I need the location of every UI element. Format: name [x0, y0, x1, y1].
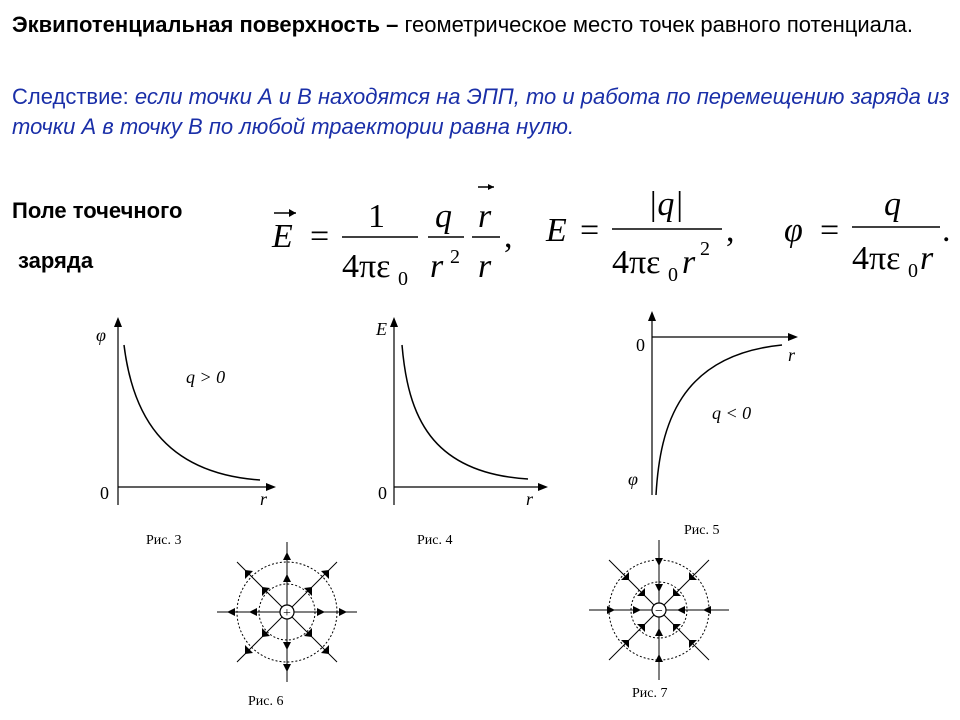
- g3-x-label: r: [260, 489, 268, 509]
- formula-field-vector: [260, 175, 530, 295]
- f2-den: 4πε: [612, 244, 661, 281]
- f1-den1: 4πε: [342, 248, 391, 285]
- g4-origin: 0: [378, 483, 387, 503]
- consequence-prefix: Следствие:: [12, 84, 135, 109]
- consequence-text: если точки А и В находятся на ЭПП, то и работа по перемещению заряда из точки А в точку В по любой траектории равна нулю.: [12, 84, 950, 139]
- f3-den: 4πε: [852, 240, 901, 277]
- f1-num3: r: [478, 198, 492, 235]
- f6-caption: Рис. 6: [248, 694, 284, 709]
- f2-lhs: E: [546, 212, 567, 249]
- definition-term: Эквипотенциальная поверхность –: [12, 12, 399, 37]
- graph-potential-positive: [90, 315, 290, 515]
- graph-field-strength: [368, 315, 568, 515]
- point-charge-label-2: заряда: [18, 248, 94, 273]
- g5-condition: q < 0: [712, 403, 752, 423]
- field-lines-positive: [212, 538, 362, 688]
- f7-sign: −: [655, 604, 663, 619]
- formula-field-magnitude: [540, 175, 750, 295]
- f2-den-r: r: [682, 244, 696, 281]
- f1-sub0: 0: [398, 268, 408, 290]
- f3-eq: =: [820, 212, 840, 249]
- g4-curve: [402, 345, 528, 479]
- f1-den2: r: [430, 248, 444, 285]
- f2-exp2: 2: [700, 238, 710, 260]
- g3-x-arrow-icon: [266, 483, 276, 491]
- definition-text: геометрическое место точек равного потенциала.: [398, 12, 914, 37]
- definition: [12, 10, 942, 40]
- g3-y-label: φ: [96, 325, 106, 345]
- g4-y-arrow-icon: [390, 317, 398, 327]
- point-charge-label-1: Поле точечного: [12, 198, 183, 223]
- f1-lhs: E: [272, 218, 293, 255]
- f3-dot: .: [942, 212, 951, 249]
- f2-sub0: 0: [668, 264, 678, 286]
- g4-x-label: r: [526, 489, 534, 509]
- field-lines-negative: [584, 538, 734, 688]
- g3-caption: Рис. 3: [146, 533, 182, 548]
- f1-comma: ,: [504, 218, 513, 255]
- g5-x-label: r: [788, 345, 796, 365]
- f1-num1: 1: [368, 198, 385, 235]
- graph-potential-negative: [620, 305, 820, 505]
- g5-y-label: φ: [628, 469, 638, 489]
- f2-num: |q|: [648, 186, 684, 223]
- g5-x-arrow-icon: [788, 333, 798, 341]
- g4-caption: Рис. 4: [417, 533, 453, 548]
- g4-x-arrow-icon: [538, 483, 548, 491]
- g3-condition: q > 0: [186, 367, 226, 387]
- g4-y-label: E: [376, 319, 387, 339]
- f7-caption: Рис. 7: [632, 686, 668, 701]
- f3-sub0: 0: [908, 260, 918, 282]
- g3-origin: 0: [100, 483, 109, 503]
- f3-den-r: r: [920, 240, 934, 277]
- formula-potential: [780, 175, 955, 295]
- g3-curve: [124, 345, 260, 480]
- f3-lhs: φ: [784, 212, 803, 249]
- g5-origin: 0: [636, 335, 645, 355]
- f3-num: q: [884, 186, 901, 223]
- f2-comma: ,: [726, 212, 735, 249]
- consequence: [12, 82, 952, 142]
- f6-sign: +: [283, 606, 291, 621]
- g3-y-arrow-icon: [114, 317, 122, 327]
- f1-eq: =: [310, 218, 330, 255]
- f1-num2: q: [435, 198, 452, 235]
- g5-caption: Рис. 5: [684, 523, 720, 538]
- f1-den3: r: [478, 248, 492, 285]
- f2-eq: =: [580, 212, 600, 249]
- f1-exp2: 2: [450, 246, 460, 268]
- g5-y-arrow-icon: [648, 311, 656, 321]
